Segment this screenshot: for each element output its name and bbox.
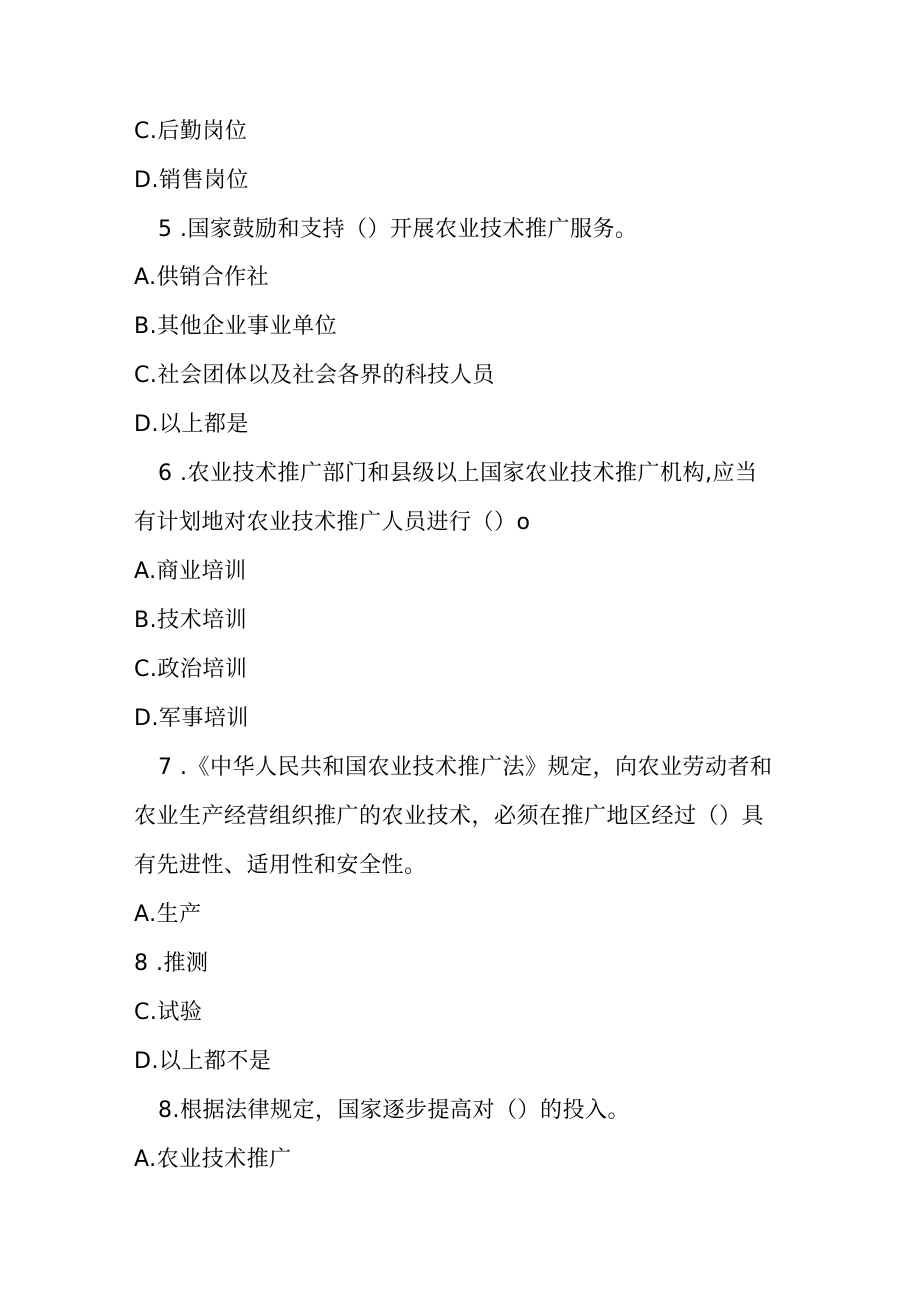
option-c-political-training: C.政治培训 <box>134 657 248 682</box>
question-6-line-1: 6 .农业技术推广部门和县级以上国家农业技术推广机构,应当 <box>158 461 758 486</box>
question-7-line-1: 7 .《中华人民共和国农业技术推广法》规定，向农业劳动者和 <box>158 755 773 780</box>
question-7-line-3: 有先进性、适用性和安全性。 <box>134 853 427 878</box>
option-d-sales: D.销售岗位 <box>134 168 249 193</box>
question-7-line-2: 农业生产经营组织推广的农业技术，必须在推广地区经过（）具 <box>134 804 765 829</box>
option-b-technical-training: B.技术培训 <box>134 608 248 633</box>
option-c-social-groups: C.社会团体以及社会各界的科技人员 <box>134 363 495 388</box>
question-8: 8.根据法律规定，国家逐步提高对（）的投入。 <box>158 1098 630 1123</box>
option-a-business-training: A.商业培训 <box>134 559 247 584</box>
option-d-all: D.以上都是 <box>134 412 249 437</box>
option-d-military-training: D.军事培训 <box>134 706 249 731</box>
option-a-agri-tech-extension: A.农业技术推广 <box>134 1147 292 1172</box>
option-b-speculation: 8 .推测 <box>134 951 209 976</box>
question-6-line-2: 有计划地对农业技术推广人员进行（）o <box>134 510 531 535</box>
option-c-logistics: C.后勤岗位 <box>134 119 248 144</box>
option-b-enterprises: B.其他企业事业单位 <box>134 314 338 339</box>
option-a-production: A.生产 <box>134 902 202 927</box>
option-a-cooperative: A.供销合作社 <box>134 265 270 290</box>
option-d-none: D.以上都不是 <box>134 1049 272 1074</box>
question-5: 5 .国家鼓励和支持（）开展农业技术推广服务。 <box>158 217 638 242</box>
option-c-experiment: C.试验 <box>134 1000 203 1025</box>
